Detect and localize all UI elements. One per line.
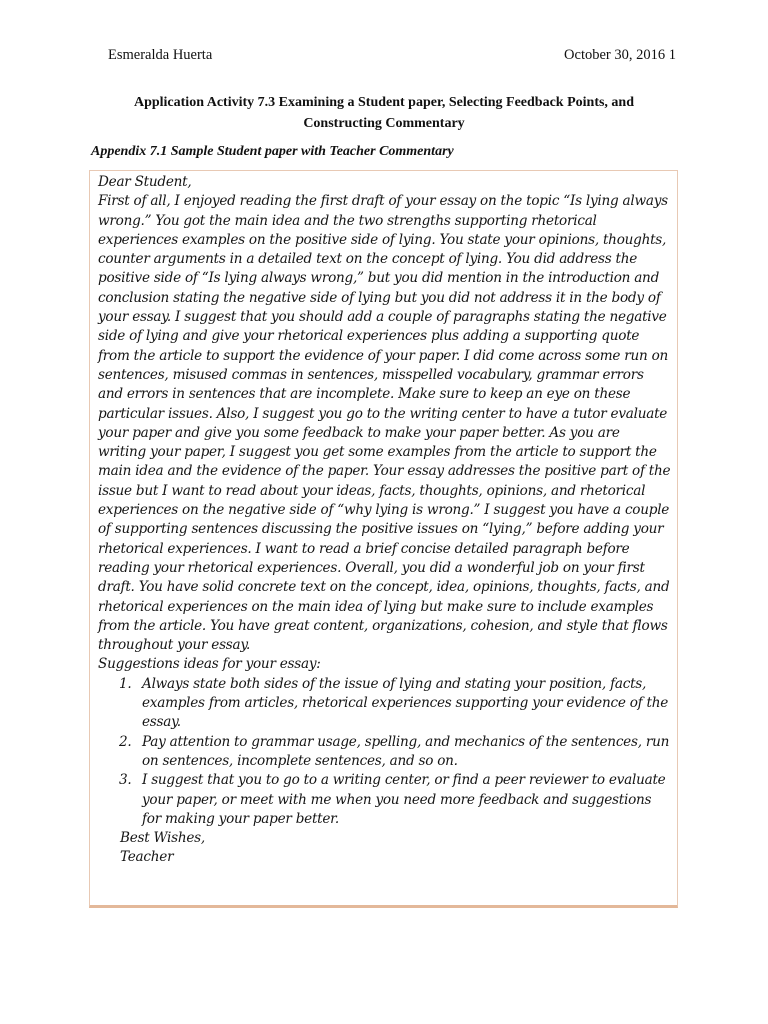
document-title-line-2: Constructing Commentary: [303, 116, 465, 131]
suggestion-text: I suggest that you to go to a writing center, or find a peer reviewer to evaluate your paper, or meet with me when you need more feedback and suggestions for making your paper better.: [142, 772, 666, 827]
suggestions-list: [98, 675, 671, 829]
teacher-commentary-box: [89, 170, 678, 908]
suggestion-item: [119, 675, 671, 733]
commentary-greeting: Dear Student,: [98, 174, 192, 190]
suggestion-text: Pay attention to grammar usage, spelling, and mechanics of the sentences, run on sentences, incomplete sentences, and so on.: [142, 733, 670, 769]
appendix-title: Appendix 7.1 Sample Student paper with Teacher Commentary: [91, 144, 454, 159]
suggestion-number: 2.: [119, 733, 132, 750]
suggestion-item: [119, 771, 671, 829]
date-page-number: October 30, 2016 1: [564, 47, 676, 63]
suggestion-number: 3.: [119, 772, 132, 789]
suggestions-heading: Suggestions ideas for your essay:: [98, 656, 321, 673]
closing-line: Best Wishes,: [120, 830, 205, 847]
author-name: Esmeralda Huerta: [108, 47, 213, 63]
document-title: [100, 92, 668, 134]
document-title-line-1: Application Activity 7.3 Examining a Student paper, Selecting Feedback Points, and: [133, 95, 635, 110]
commentary-body: First of all, I enjoyed reading the first draft of your essay on the topic “Is lying always wrong.” You got the main idea and the two strengths supporting rhetorical experiences examples on the positive side of lying. You state your opinions, thoughts, counter arguments in a detailed text on the concept of lying. You did address the positive side of “Is lying always wrong,” but you did mention in the introduction and conclusion stating the negative side of lying but you did not address it in the body of your essay. I suggest that you should add a couple of paragraphs stating the negative side of lying and give your rhetorical experiences plus adding a supporting quote from the article to support the evidence of your paper. I did come across some run on sentences, misused commas in sentences, misspelled vocabulary, grammar errors and errors in sentences that are incomplete. Make sure to keep an eye on these particular issues. Also, I suggest you go to the writing center to have a tutor evaluate your paper and give you some feedback to make your paper better. As you are writing your paper, I suggest you get some examples from the article to support the main idea and the evidence of the paper. Your essay addresses the positive part of the issue but I want to read about your ideas, facts, thoughts, opinions, and rhetorical experiences on the negative side of “why lying is wrong.” I suggest you have a couple of supporting sentences discussing the positive issues on “lying,” before adding your rhetorical experiences. I want to read a brief concise detailed paragraph before reading your rhetorical experiences. Overall, you did a wonderful job on your first draft. You have solid concrete text on the concept, idea, opinions, thoughts, facts, and rhetorical experiences on the main idea of lying but make sure to include examples from the article. You have great content, organizations, cohesion, and style that flows throughout your essay.: [98, 193, 671, 654]
signature: Teacher: [120, 849, 174, 866]
suggestion-number: 1.: [119, 675, 132, 692]
suggestion-item: [119, 733, 671, 772]
page-header: [108, 45, 676, 65]
suggestion-text: Always state both sides of the issue of lying and stating your position, facts, examples from articles, rhetorical experiences supporting your evidence of the essay.: [142, 675, 668, 731]
